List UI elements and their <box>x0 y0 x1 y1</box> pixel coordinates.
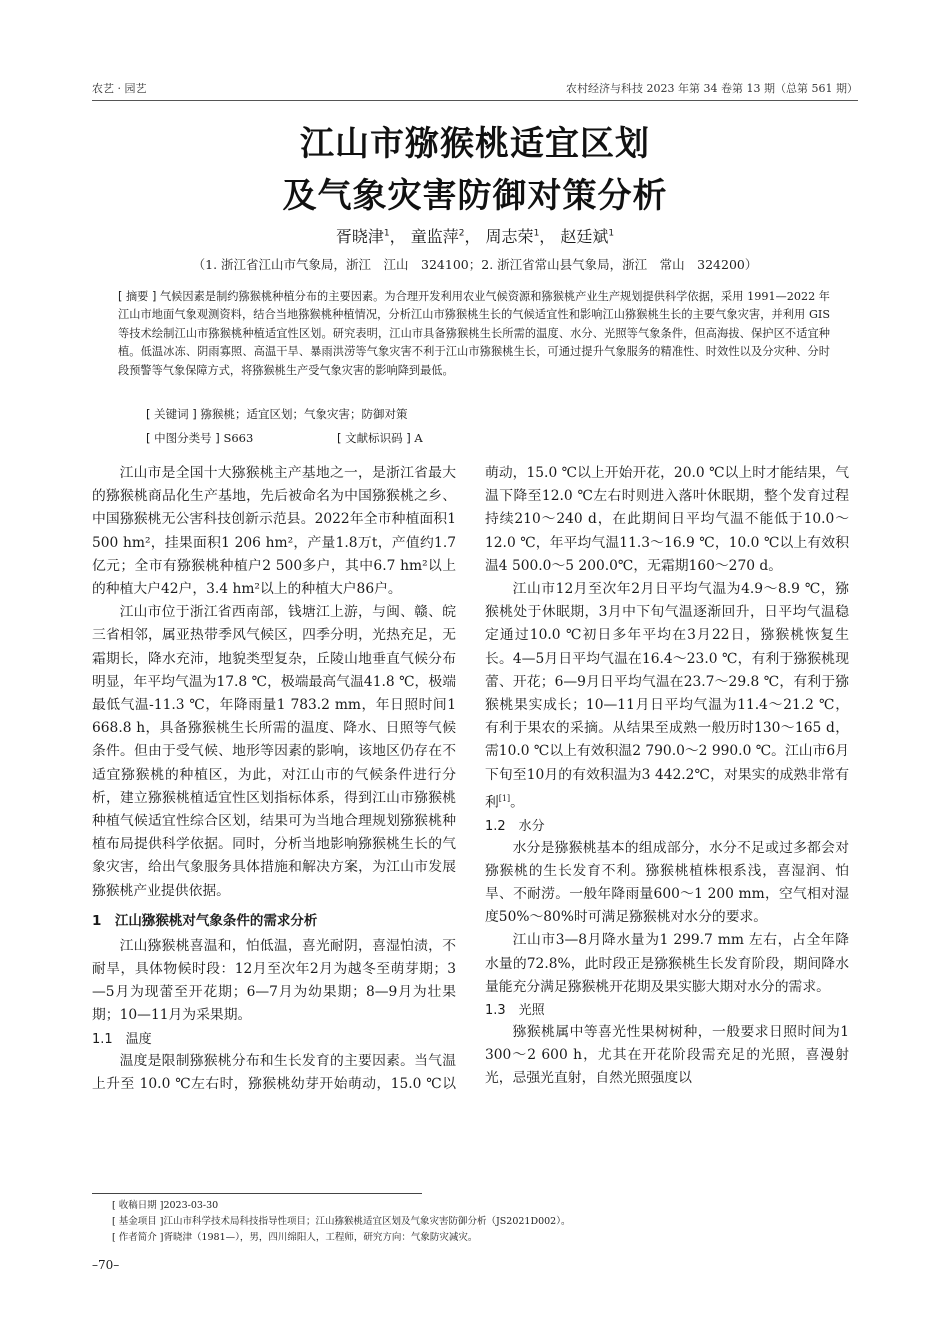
abstract-label: [ 摘要 ] <box>118 290 157 303</box>
footnote-author: [ 作者简介 ]胥晓津（1981—），男，四川绵阳人，工程师，研究方向：气象防灾减灾。 <box>112 1232 478 1243</box>
clc-value: S663 <box>223 431 254 445</box>
paragraph: 江山市位于浙江省西南部，钱塘江上游，与闽、赣、皖三省相邻，属亚热带季风气候区，四季分明，光热充足，无霜期长，降水充沛，地貌类型复杂，丘陵山地垂直气候分布明显，年平均气温为17.8 ℃，极端最高气温41.8 ℃，极端最低气温-11.3 ℃，年降雨量1 783.2 mm，年日照时间1 668.8 h，具备猕猴桃生长所需的温度、降水、日照等气候条件。但由于受气候、地形等因素的影响，该地区仍存在不适宜猕猴桃的种植区，为此，对江山市的气候条件进行分析，建立猕猴桃植适宜性区划指标体系，得到江山市猕猴桃种植气候适宜性综合区划，结果可为当地合理规划猕猴桃种植布局提供科学依据。同时，分析当地影响猕猴桃生长的气象灾害，给出气象服务具体措施和解决方案，为江山市发展猕猴桃产业提供依据。 <box>92 604 456 899</box>
abstract <box>118 288 830 380</box>
paragraph <box>485 462 849 578</box>
paragraph: 温度是限制猕猴桃分布和生长发育的主要因素。当气温上升至 10.0 ℃左右时，猕猴桃幼芽开始萌动，15.0 ℃以 <box>92 1052 456 1092</box>
author-affil-mark: 1 <box>383 228 390 239</box>
body-column-right <box>485 462 849 1091</box>
footnotes <box>112 1198 570 1246</box>
paragraph <box>485 578 849 815</box>
footnote-rule <box>92 1193 422 1194</box>
title-line-1: 江山市猕猴桃适宜区划 <box>300 124 650 164</box>
paragraph-text: 江山市12月至次年2月日平均气温为4.9～8.9 ℃，猕猴桃处于休眠期，3月中下旬气温逐渐回升，日平均气温稳定通过10.0 ℃初日多年平均在3月22日，猕猴桃恢复生长。4—5月日平均气温在16.4～23.0 ℃，有利于猕猴桃现蕾、开花；6—9月日平均气温在23.7～29.8 ℃，有利于猕猴桃果实成长；10—11月日平均气温为11.4～21.2 ℃，有利于果农的采摘。从结果至成熟一般历时130～165 d，需10.0 ℃以上有效积温2 790.0～2 990.0 ℃。江山市6月下旬至10月的有效积温为3 442.2℃，对果实的成熟非常有利 <box>485 581 849 811</box>
author-name: 赵廷斌 <box>560 227 609 246</box>
section-heading: 1 江山猕猴桃对气象条件的需求分析 <box>92 912 318 929</box>
author-affil-mark: 2 <box>458 228 465 239</box>
author-affil-mark: 1 <box>533 228 540 239</box>
author-affil-mark: 1 <box>608 228 615 239</box>
paragraph-continued: 萌动，15.0 ℃以上开始开花，20.0 ℃以上时才能结果，气温下降至12.0 ℃左右时则进入落叶休眠期，整个发育过程持续210～240 d，在此期间日平均气温不能低于10.0～12.0 ℃，年平均气温11.3～16.9 ℃，10.0 ℃以上有效积温4 500.0～5 200.0℃，无霜期160～270 d。 <box>485 465 849 574</box>
affiliations: （1. 浙江省江山市气象局，浙江 江山 324100；2. 浙江省常山县气象局，浙江 常山 324200） <box>192 257 758 272</box>
author-name: 童监萍 <box>410 227 459 246</box>
doc-code-value: A <box>414 431 423 445</box>
running-header <box>92 80 858 98</box>
author-name: 胥晓津 <box>335 227 384 246</box>
abstract-text: 气候因素是制约猕猴桃种植分布的主要因素。为合理开发利用农业气候资源和猕猴桃产业生产规划提供科学依据，采用 1991—2022 年江山市地面气象观测资料，结合当地猕猴桃种植情况，分析江山市猕猴桃生长的气候适宜性和影响江山猕猴桃生长的主要气象灾害，并利用 GIS 等技术绘制江山市猕猴桃种植适宜性区划。研究表明，江山市具备猕猴桃生长所需的温度、水分、光照等气象条件，但高海拔、保护区不适宜种植。低温冰冻、阴雨寡照、高温干旱、暴雨洪涝等气象灾害不利于江山市猕猴桃生长，可通过提升气象服务的精准性、时效性以及分灾种、分时段预警等气象保障方式，将猕猴桃生产受气象灾害的影响降到最低。 <box>118 290 830 377</box>
keywords-text: 猕猴桃；适宜区划；气象灾害；防御对策 <box>200 407 408 421</box>
keywords <box>146 406 407 422</box>
paragraph-end: 。 <box>510 794 524 811</box>
citation-ref: [1] <box>498 793 511 803</box>
author-name: 周志荣 <box>485 227 534 246</box>
subsection-heading: 1.3 光照 <box>485 1003 545 1019</box>
footnote-received: [ 收稿日期 ]2023-03-30 <box>112 1200 219 1211</box>
footnote-fund: [ 基金项目 ]江山市科学技术局科技指导性项目；江山猕猴桃适宜区划及气象灾害防御分析（JS2021D002）。 <box>112 1216 571 1227</box>
clc-label: [ 中图分类号 ] <box>146 431 220 445</box>
paragraph: 江山猕猴桃喜温和，怕低温，喜光耐阴，喜湿怕渍，不耐旱，具体物候时段：12月至次年2月为越冬至萌芽期；3—5月为现蕾至开花期；6—7月为幼果期；8—9月为壮果期；10—11月为采果期。 <box>92 937 456 1024</box>
paragraph: 江山市3—8月降水量为1 299.7 mm 左右，占全年降水量的72.8%，此时段正是猕猴桃生长发育阶段，期间降水量能充分满足猕猴桃开花期及果实膨大期对水分的需求。 <box>485 932 849 995</box>
body-column-left <box>92 462 456 1096</box>
keywords-label: [ 关键词 ] <box>146 407 197 421</box>
header-rule <box>92 100 858 101</box>
paragraph: 水分是猕猴桃基本的组成部分，水分不足或过多都会对猕猴桃的生长发育不利。猕猴桃植株根系浅，喜湿润、怕旱、不耐涝。一般年降雨量600～1 200 mm，空气相对湿度50%～80%时可满足猕猴桃对水分的要求。 <box>485 839 849 926</box>
author-list: 胥晓津$^1$， 童监萍$^2$， 周志荣$^1$， 赵廷斌$^1$ <box>335 227 615 246</box>
header-journal: 农村经济与科技 2023 年第 34 卷第 13 期（总第 561 期） <box>566 82 858 95</box>
paragraph: 猕猴桃属中等喜光性果树树种，一般要求日照时间为1 300～2 600 h，尤其在开花阶段需充足的光照，喜漫射光，忌强光直射，自然光照强度以 <box>485 1024 849 1087</box>
paragraph: 江山市是全国十大猕猴桃主产基地之一，是浙江省最大的猕猴桃商品化生产基地，先后被命名为中国猕猴桃之乡、中国猕猴桃无公害科技创新示范县。2022年全市种植面积1 500 hm²，挂果面积1 206 hm²，产量1.8万t，产值约1.7亿元；全市有猕猴桃种植户2 500多户，其中6.7 hm²以上的种植大户42户，3.4 hm²以上的种植大户86户。 <box>92 465 456 598</box>
subsection-heading: 1.1 温度 <box>92 1031 152 1047</box>
page-number: –70– <box>92 1258 120 1272</box>
doc-code-label: [ 文献标识码 ] <box>336 431 411 445</box>
header-section: 农艺 · 园艺 <box>92 82 147 95</box>
title-line-2: 及气象灾害防御对策分析 <box>282 176 668 216</box>
classification <box>146 430 423 446</box>
subsection-heading: 1.2 水分 <box>485 818 545 834</box>
